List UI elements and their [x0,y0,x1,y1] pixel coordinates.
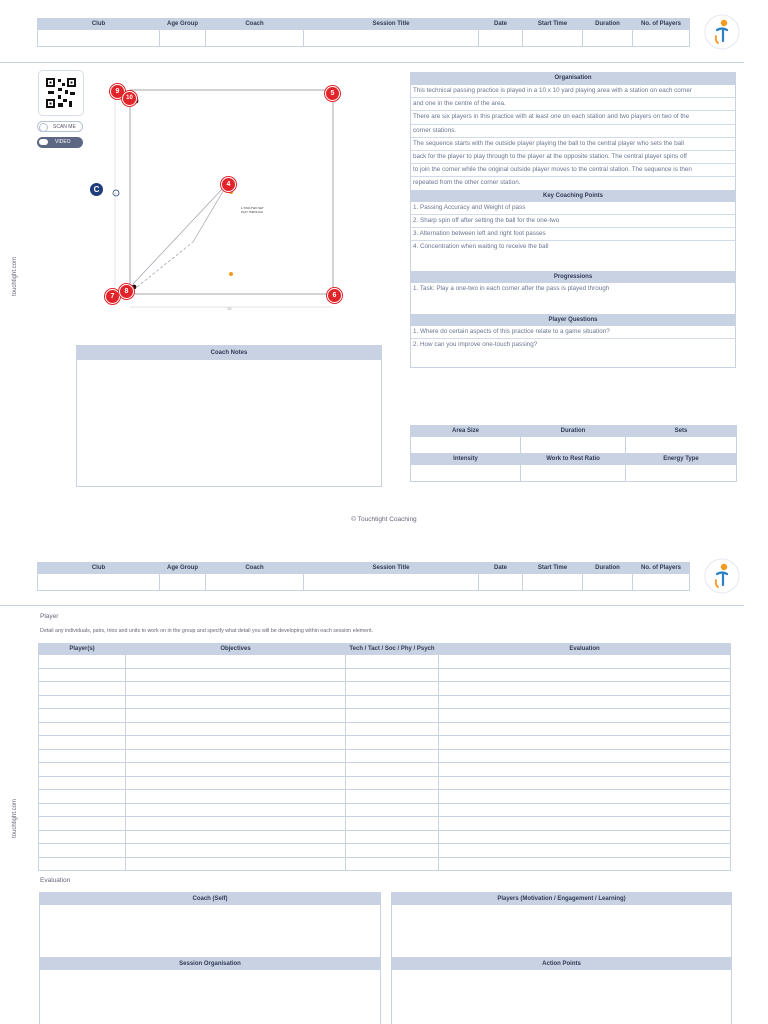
table-cell[interactable] [39,722,126,736]
table-row [39,776,731,790]
table-cell[interactable] [126,668,346,682]
session-header-table-2 [37,562,690,591]
no-players-field[interactable] [633,30,690,47]
evaluation-title: Evaluation [40,877,71,884]
table-cell[interactable] [126,857,346,871]
table-cell[interactable] [126,844,346,858]
stat-energy-type: Energy Type [626,454,737,465]
table-cell[interactable] [439,682,731,696]
organisation-line-1: This technical passing practice is played in a 10 x 10 yard playing area with a station on each corner [411,85,735,98]
table-cell[interactable] [346,695,439,709]
organisation-line-5: The sequence starts with the outside player playing the ball to the central player who sets the ball [411,138,735,151]
qr-code-icon[interactable] [38,70,84,116]
progressions-title: Progressions [411,271,735,283]
col-players: Player(s) [39,644,126,655]
table-row [39,749,731,763]
player-5-marker: 5 [325,86,340,101]
table-cell[interactable] [346,736,439,750]
area-size-field[interactable] [411,437,521,454]
table-cell[interactable] [346,668,439,682]
video-icon [39,139,48,145]
brand-logo-icon [704,14,740,50]
header-session-title: Session Title [304,19,479,30]
table-cell[interactable] [126,803,346,817]
coach-field-2[interactable] [206,574,304,591]
header-club: Club [38,19,160,30]
start-time-field[interactable] [523,30,583,47]
header-divider [0,62,744,63]
table-row [39,844,731,858]
table-cell[interactable] [439,844,731,858]
header2-age-group: Age Group [160,563,206,574]
table-cell[interactable] [439,803,731,817]
player-8-marker: 8 [119,284,134,299]
player-table [38,643,731,871]
organisation-line-8: repeated from the other corner station. [413,179,521,187]
header2-club: Club [38,563,160,574]
header-no-players: No. of Players [633,19,690,30]
organisation-line-6: back for the player to play through to the player at the opposite station. The central player spins off [411,151,735,164]
table-row [39,655,731,669]
questions-title: Player Questions [411,314,735,326]
organisation-line-4: corner stations. [411,125,735,138]
table-cell[interactable] [439,817,731,831]
table-cell[interactable] [439,722,731,736]
col-evaluation: Evaluation [439,644,731,655]
header-divider-2 [0,605,744,606]
date-field[interactable] [479,30,523,47]
table-cell[interactable] [346,844,439,858]
table-cell[interactable] [126,749,346,763]
stat-area-size: Area Size [411,426,521,437]
table-cell[interactable] [39,776,126,790]
header2-coach: Coach [206,563,304,574]
table-cell[interactable] [346,817,439,831]
stat-work-rest: Work to Rest Ratio [521,454,626,465]
table-row [39,682,731,696]
stat-sets: Sets [626,426,737,437]
table-cell[interactable] [39,668,126,682]
organisation-line-2: and one in the centre of the area. [411,98,735,111]
table-cell[interactable] [439,655,731,669]
eval-coach-self-box[interactable] [39,892,381,958]
table-row [39,722,731,736]
player-10-marker: 10 [122,91,137,106]
coach-notes-box[interactable] [76,345,382,487]
scan-me-button[interactable]: SCAN ME [37,121,83,132]
player-9-marker: 9 [110,84,125,99]
organisation-line-7: to join the corner while the original outside player moves to the central station. The sequence is then [411,164,735,177]
table-cell[interactable] [439,776,731,790]
dimension-label-side: 10 [112,191,117,196]
player-4-marker: 4 [221,177,236,192]
table-cell[interactable] [346,830,439,844]
energy-type-field[interactable] [626,465,737,482]
annotation-line-2: PLAY THROUGH [241,210,263,214]
table-cell[interactable] [346,776,439,790]
table-cell[interactable] [346,790,439,804]
table-row [39,803,731,817]
date-field-2[interactable] [479,574,523,591]
eval-coach-self-title: Coach (Self) [40,893,380,905]
progression-1: 1. Task: Play a one-two in each corner after the pass is played through [413,285,610,293]
table-cell[interactable] [439,830,731,844]
intensity-field[interactable] [411,465,521,482]
header2-no-players: No. of Players [633,563,690,574]
header-duration: Duration [583,19,633,30]
header-age-group: Age Group [160,19,206,30]
scan-icon [39,123,48,132]
table-cell[interactable] [346,709,439,723]
table-row [39,736,731,750]
header2-start-time: Start Time [523,563,583,574]
table-cell[interactable] [39,736,126,750]
no-players-field-2[interactable] [633,574,690,591]
coaching-point-4: 4. Concentration when waiting to receive the ball [413,243,549,251]
organisation-title: Organisation [411,72,735,85]
side-url: touchtight.com [12,256,18,296]
player-6-marker: 6 [327,288,342,303]
table-cell[interactable] [126,695,346,709]
stat-duration: Duration [521,426,626,437]
table-cell[interactable] [439,749,731,763]
coach-field[interactable] [206,30,304,47]
table-cell[interactable] [126,722,346,736]
table-cell[interactable] [126,763,346,777]
table-cell[interactable] [126,655,346,669]
stat-intensity: Intensity [411,454,521,465]
table-cell[interactable] [39,844,126,858]
header-date: Date [479,19,523,30]
eval-players-title: Players (Motivation / Engagement / Learning) [392,893,731,905]
header-coach: Coach [206,19,304,30]
table-cell[interactable] [39,830,126,844]
table-cell[interactable] [39,655,126,669]
table-cell[interactable] [126,830,346,844]
table-cell[interactable] [39,749,126,763]
header2-date: Date [479,563,523,574]
table-row [39,709,731,723]
eval-action-points-title: Action Points [392,958,731,970]
table-row [39,668,731,682]
table-cell[interactable] [346,763,439,777]
player-section-title: Player [40,613,59,620]
session-header-table [37,18,690,47]
table-cell[interactable] [39,763,126,777]
start-time-field-2[interactable] [523,574,583,591]
table-row [39,817,731,831]
club-field[interactable] [38,30,160,47]
work-rest-field[interactable] [521,465,626,482]
coaching-point-1: 1. Passing Accuracy and Weight of pass [411,202,735,215]
duration-stat-field[interactable] [521,437,626,454]
eval-players-box[interactable] [391,892,732,958]
table-row [39,695,731,709]
table-cell[interactable] [439,763,731,777]
organisation-section [410,72,736,368]
coaching-point-3: 3. Alternation between left and right foot passes [411,228,735,241]
organisation-line-3: There are six players in this practice with at least one on each station and two players on two of the [411,111,735,124]
table-cell[interactable] [126,776,346,790]
col-category: Tech / Tact / Soc / Phy / Psych [346,644,439,655]
eval-session-org-box[interactable] [39,957,381,1024]
video-button[interactable]: VIDEO [37,137,83,148]
age-group-field[interactable] [160,30,206,47]
header2-session-title: Session Title [304,563,479,574]
practice-diagram [85,82,355,322]
table-cell[interactable] [439,668,731,682]
table-cell[interactable] [439,790,731,804]
player-7-marker: 7 [105,289,120,304]
coaching-points-title: Key Coaching Points [411,190,735,202]
table-cell[interactable] [126,736,346,750]
duration-field[interactable] [583,30,633,47]
header-start-time: Start Time [523,19,583,30]
table-cell[interactable] [346,722,439,736]
table-row [39,830,731,844]
table-cell[interactable] [346,803,439,817]
side-url-2: touchtight.com [12,798,18,838]
coach-notes-title: Coach Notes [77,346,381,360]
table-cell[interactable] [39,682,126,696]
session-title-field[interactable] [304,30,479,47]
coach-marker: C [90,183,103,196]
table-cell[interactable] [126,682,346,696]
copyright-text: © Touchtight Coaching [351,516,417,523]
session-title-field-2[interactable] [304,574,479,591]
eval-session-org-title: Session Organisation [40,958,380,970]
table-row [39,857,731,871]
table-cell[interactable] [39,790,126,804]
table-row [39,763,731,777]
question-1: 1. Where do certain aspects of this practice relate to a game situation? [411,326,735,339]
col-objectives: Objectives [126,644,346,655]
session-stats-table [410,425,737,482]
table-cell[interactable] [39,695,126,709]
table-cell[interactable] [126,709,346,723]
player-instructions: Detail any individuals, pairs, trios and units to work on in the group and specify what detail you will be developing within each session element. [40,628,374,634]
table-cell[interactable] [39,857,126,871]
table-cell[interactable] [346,682,439,696]
table-cell[interactable] [439,736,731,750]
question-2: 2. How can you improve one-touch passing? [413,340,538,348]
table-cell[interactable] [126,790,346,804]
eval-action-points-box[interactable] [391,957,732,1024]
duration-field-2[interactable] [583,574,633,591]
table-cell[interactable] [39,709,126,723]
club-field-2[interactable] [38,574,160,591]
coaching-point-2: 2. Sharp spin off after setting the ball for the one-two [411,215,735,228]
table-cell[interactable] [439,857,731,871]
header2-duration: Duration [583,563,633,574]
age-group-field-2[interactable] [160,574,206,591]
table-cell[interactable] [346,655,439,669]
table-cell[interactable] [439,695,731,709]
table-cell[interactable] [346,749,439,763]
table-cell[interactable] [346,857,439,871]
dimension-label-bottom: 10 [227,306,232,311]
annotation-line-1: 1-TWO-TWO SET [241,206,264,210]
sets-field[interactable] [626,437,737,454]
table-row [39,790,731,804]
brand-logo-icon-2 [704,558,740,594]
table-cell[interactable] [126,817,346,831]
table-cell[interactable] [39,817,126,831]
table-cell[interactable] [439,709,731,723]
table-cell[interactable] [39,803,126,817]
